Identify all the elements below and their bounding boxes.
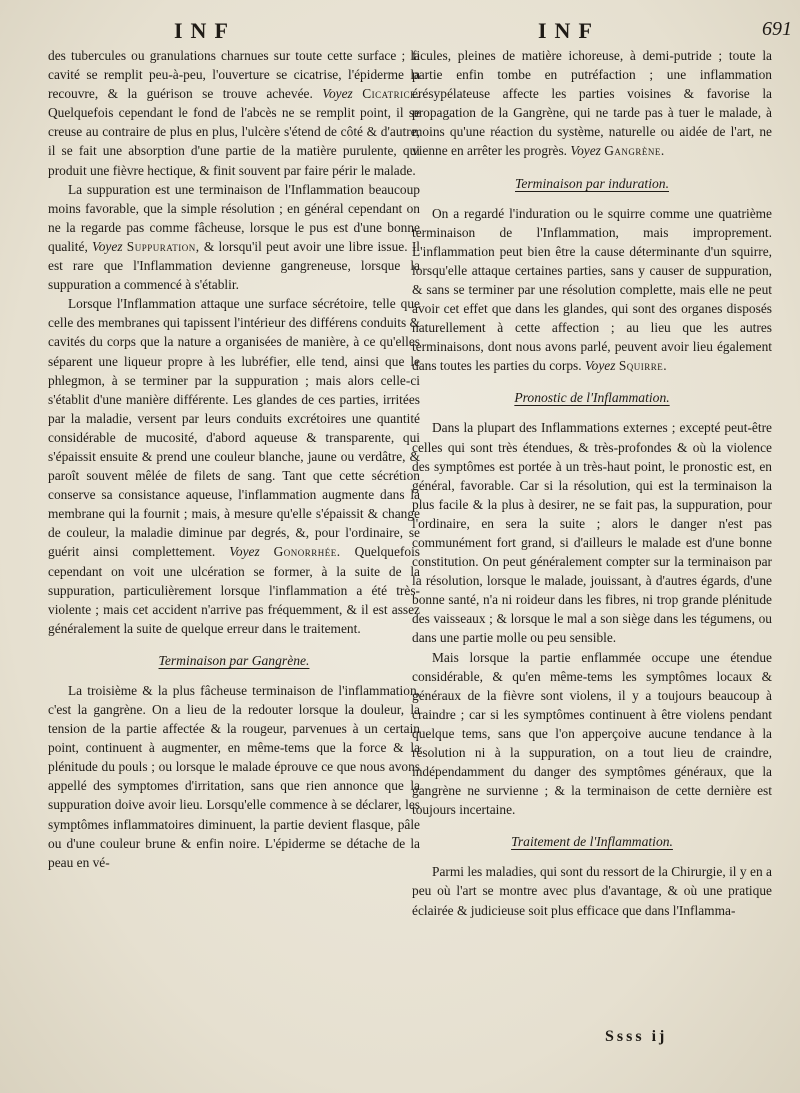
left-column [48, 46, 420, 872]
running-head-left: INF [174, 18, 236, 43]
voyez-label: Voyez [570, 143, 601, 159]
paragraph: Mais lorsque la partie enflammée occupe une étendue considérable, & qu'en même-tems les symptômes locaux & généraux de la fièvre sont violens, il y a toujours beaucoup à craindre ; car si les symptômes continuent à être violens pendant quelque tems, sans que l'on apperçoive aucune tendance à la résolution ni à la suppuration, on a tout lieu de craindre, indépendamment du danger des symptômes généraux, que la gangrène ne survienne ; & la terminaison de cette dernière est toujours incertaine. [412, 649, 772, 818]
paragraph-text: & lorsqu'il peut avoir une libre issue. Il est rare que l'Inflammation devienne gangreneuse, lorsque la suppuration a commencé à s'établir. [48, 238, 421, 293]
paragraph [412, 204, 772, 376]
paragraph-text: Quelquefois cependant le fond de l'abcès ne se remplit point, il se creuse au contraire de plus en plus, l'ulcère s'étend de côté & d'autre, il se fait une absorption d'une partie de la matière purulente, qui produit une fièvre hectique, & finit souvent par faire périr le malade. [48, 105, 420, 178]
section-heading-induration: Terminaison par induration. [515, 175, 669, 191]
cross-reference: Squirre. [618, 358, 668, 374]
voyez-label: Voyez [229, 544, 260, 560]
paragraph [48, 294, 420, 638]
signature-mark: Ssss ij [605, 1028, 668, 1045]
paragraph [48, 46, 420, 180]
voyez-label: Voyez [322, 86, 353, 102]
paragraph [412, 46, 772, 161]
cross-reference: Gangrène. [604, 143, 665, 159]
section-heading-traitement: Traitement de l'Inflammation. [511, 834, 673, 850]
running-head-right: INF [538, 18, 600, 43]
paragraph-text: On a regardé l'induration ou le squirre comme une quatrième terminaison de l'Inflammation, mais improprement. L'inflammation peut bien être la cause déterminante d'un squirre, lorsqu'elle attaque certaines parties, sans y causer de suppuration, & sans se terminer par une résolution complette, mais elle ne peut avoir cet effet que dans les glandes, qui sont des organes disposés naturellement à cette affection ; au lieu que les autres terminaisons, dont nous avons parlé, peuvent avoir lieu également dans toutes les parties du corps. [412, 205, 772, 374]
cross-reference: Cicatrice. [362, 86, 420, 102]
cross-reference: Gonorrhée. [273, 544, 341, 560]
paragraph: Dans la plupart des Inflammations externes ; excepté peut-être celles qui sont très étendues, & très-profondes & où la violence des symptômes est portée à un très-haut point, le pronostic est, en général, favorable. Car si la résolution, qui est la terminaison la plus facile & la plus à desirer, ne se fait pas, la suppuration, pour l'ordinaire, en sera la suite ; alors le danger n'est pas communément fort grand, si d'ailleurs le malade est d'une bonne constitution. On peut généralement compter sur la terminaison par la résolution, lorsque le malade, jouissant, à d'autres égards, d'une bonne santé, n'a ni roideur dans les fibres, ni trop grande plénitude des vaisseaux ; & lorsque le mal a son siège dans les tégumens, ou dans une partie molle ou peu sensible. [412, 420, 772, 646]
paragraph-text: Quelquefois cependant on voit une ulcération se former, à la suite de la suppuration, particulièrement lorsque l'inflammation a été très-violente ; mais cet accident n'arrive pas fréquemment, & il est assez généralement la suite de quelque erreur dans le traitement. [48, 544, 421, 636]
page-number: 691 [762, 18, 792, 40]
paragraph-text: des tubercules ou granulations charnues sur toute cette surface ; la cavité se remplit peu-à-peu, l'ouverture se cicatrise, l'épiderme la recouvre, & la guérison se trouve achevée. [48, 48, 420, 102]
cross-reference: Suppuration, [126, 238, 200, 254]
section-heading-gangrene: Terminaison par Gangrène. [158, 652, 310, 668]
voyez-label: Voyez [584, 358, 616, 374]
paragraph-text: Lorsque l'Inflammation attaque une surface sécrétoire, telle que celle des membranes qui tapissent l'intérieur des différens conduits & cavités du corps que la nature a organisées de manière, à ce qu'elles séparent une liqueur propre à les lubréfier, elle tend, ainsi que le phlegmon, à se terminer par la suppuration ; mais alors celle-ci s'établit d'une manière différente. Les glandes de ces parties, irritées par la maladie, versent par leurs conduits excrétoires une quantité considérable de mucosité, d'abord aqueuse & transparente, qui s'épaissit ensuite & prend une couleur blanche, jaune ou verdâtre, & paroît souvent mêlée de filets de sang. Tant que cette sécrétion conserve sa consistance aqueuse, l'inflammation augmente dans la membrane qui la fournit ; mais, à mesure qu'elle s'épaissit & change de couleur, la maladie diminue par degrés, &, pour l'ordinaire, se guérit ainsi complettement. [48, 296, 420, 560]
section-heading-pronostic: Pronostic de l'Inflammation. [514, 390, 670, 406]
voyez-label: Voyez [92, 238, 123, 254]
right-column [412, 46, 772, 920]
paragraph: La troisième & la plus fâcheuse terminaison de l'inflammation, c'est la gangrène. On a lieu de la redouter lorsque la douleur, la tension de la partie affectée & la rougeur, parvenues à un certain point, continuent à augmenter, en même-tems que la force & la plénitude du pouls ; ou lorsque le malade éprouve ce que nous avons appellé des symptomes d'irritation, sans que rien annonce que la suppuration doive avoir lieu. Lorsqu'elle commence à se déclarer, les symptômes inflammatoires diminuent, la partie devient flasque, pâle ou d'une couleur brune & enfin noire. L'épiderme se détache de la peau en vé- [48, 682, 420, 870]
paragraph: Parmi les maladies, qui sont du ressort de la Chirurgie, il y en a peu où l'art se montre avec plus d'avantage, & où une pratique éclairée & judicieuse soit plus efficace que dans l'Inflamma- [412, 864, 772, 918]
paragraph-text: La suppuration est une terminaison de l'Inflammation beaucoup moins favorable, que la simple résolution ; en général cependant on ne la regarde pas comme fâcheuse, lorsque le pus est d'une bonne qualité, [48, 181, 420, 254]
paragraph [48, 180, 420, 295]
paragraph-text: ficules, pleines de matière ichoreuse, à demi-putride ; toute la partie enfin tombe en putréfaction ; une inflammation érésypélateuse affecte les parties voisines & favorise la propagation de la Gangrène, qui ne tarde pas à tuer le malade, à moins qu'une réaction du système, naturelle ou aidée de l'art, ne vienne en arrêter les progrès. [412, 48, 772, 159]
